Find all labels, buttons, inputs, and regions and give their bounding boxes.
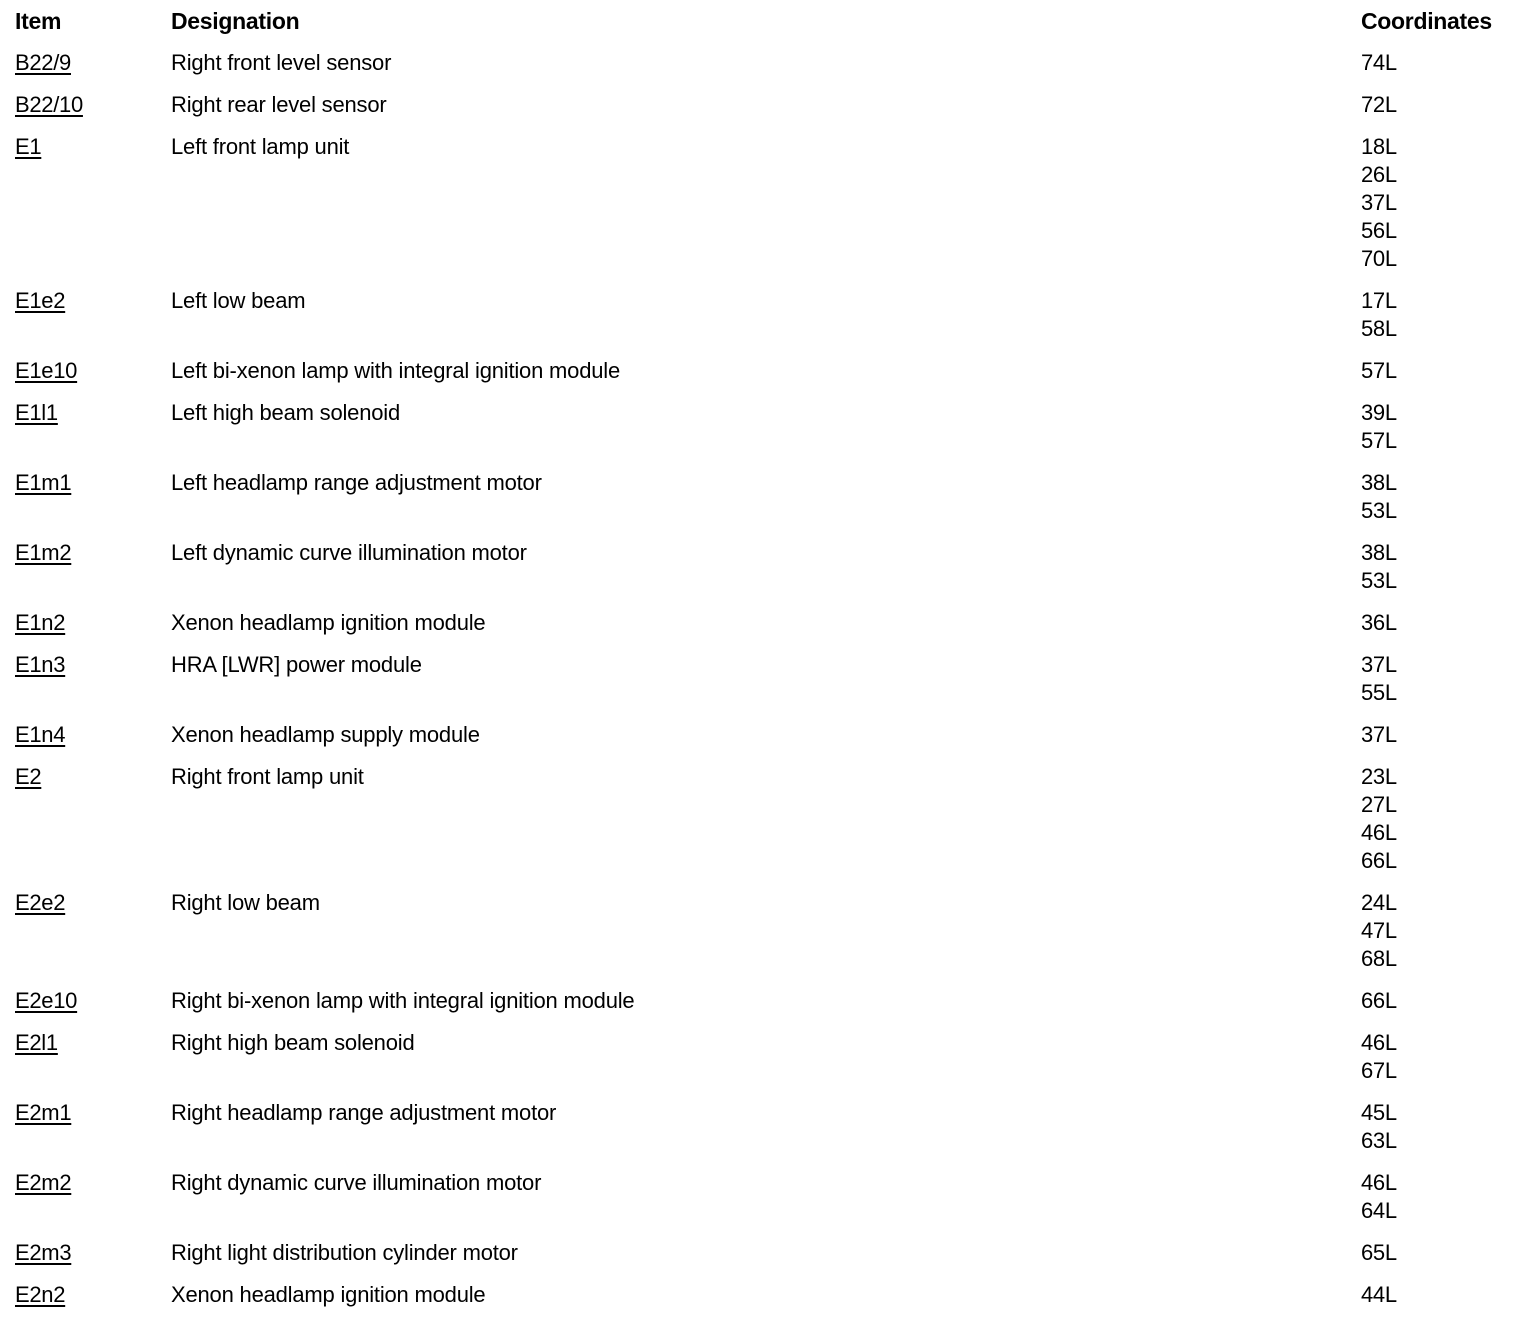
item-link[interactable]: E2n2 <box>15 1282 66 1307</box>
table-row <box>0 287 1536 357</box>
coordinate-value: 57L <box>1361 358 1397 383</box>
coordinate-value: 38L <box>1361 540 1397 565</box>
item-link[interactable]: E1e2 <box>15 288 66 313</box>
coordinates-list <box>1361 889 1511 973</box>
table-row <box>0 1281 1536 1323</box>
coordinates-list <box>1361 399 1511 455</box>
coordinates-list <box>1361 1169 1511 1225</box>
coordinate-value: 70L <box>1361 246 1397 271</box>
designation-text: Left bi-xenon lamp with integral ignition module <box>171 358 620 383</box>
designation-text: Right front level sensor <box>171 50 392 75</box>
designation-text: Left headlamp range adjustment motor <box>171 470 542 495</box>
coordinate-value: 46L <box>1361 820 1397 845</box>
designation-text: Right high beam solenoid <box>171 1030 415 1055</box>
designation-text: Left low beam <box>171 288 306 313</box>
coordinate-value: 65L <box>1361 1240 1397 1265</box>
designation-text: Right headlamp range adjustment motor <box>171 1100 557 1125</box>
designation-text: Right low beam <box>171 890 320 915</box>
coordinate-value: 45L <box>1361 1100 1397 1125</box>
item-link[interactable]: E1n4 <box>15 722 66 747</box>
item-link[interactable]: E1e10 <box>15 358 78 383</box>
table-row <box>0 987 1536 1029</box>
item-link[interactable]: B22/9 <box>15 50 71 75</box>
item-link[interactable]: E1m2 <box>15 540 72 565</box>
coordinate-value: 27L <box>1361 792 1397 817</box>
coordinate-value: 74L <box>1361 50 1397 75</box>
item-link[interactable]: B22/10 <box>15 92 83 117</box>
coordinate-value: 44L <box>1361 1282 1397 1307</box>
designation-text: Right dynamic curve illumination motor <box>171 1170 542 1195</box>
designation-text: Right light distribution cylinder motor <box>171 1240 518 1265</box>
designation-text: Right front lamp unit <box>171 764 364 789</box>
coordinates-list <box>1361 651 1511 707</box>
coordinates-list <box>1361 763 1511 875</box>
item-link[interactable]: E2m3 <box>15 1240 72 1265</box>
coordinate-value: 37L <box>1361 190 1397 215</box>
table-row <box>0 763 1536 889</box>
designation-text: Right rear level sensor <box>171 92 387 117</box>
item-link[interactable]: E2 <box>15 764 42 789</box>
coordinate-value: 58L <box>1361 316 1397 341</box>
coordinates-list <box>1361 609 1511 637</box>
coordinates-list <box>1361 469 1511 525</box>
coordinate-value: 36L <box>1361 610 1397 635</box>
table-row <box>0 1029 1536 1099</box>
designation-text: Left high beam solenoid <box>171 400 401 425</box>
coordinate-value: 18L <box>1361 134 1397 159</box>
designation-text: Xenon headlamp ignition module <box>171 1282 486 1307</box>
coordinate-value: 63L <box>1361 1128 1397 1153</box>
coordinates-list <box>1361 1099 1511 1155</box>
table-row <box>0 49 1536 91</box>
coordinate-value: 56L <box>1361 218 1397 243</box>
header-item: Item <box>15 8 62 34</box>
designation-text: Left front lamp unit <box>171 134 350 159</box>
coordinates-list <box>1361 133 1511 273</box>
coordinates-list <box>1361 987 1511 1015</box>
coordinate-value: 55L <box>1361 680 1397 705</box>
coordinate-value: 24L <box>1361 890 1397 915</box>
coordinates-list <box>1361 357 1511 385</box>
table-row <box>0 357 1536 399</box>
coordinate-value: 53L <box>1361 498 1397 523</box>
table-row <box>0 651 1536 721</box>
coordinate-value: 17L <box>1361 288 1397 313</box>
coordinate-value: 68L <box>1361 946 1397 971</box>
designation-text: Left dynamic curve illumination motor <box>171 540 527 565</box>
table-row <box>0 889 1536 987</box>
item-link[interactable]: E2l1 <box>15 1030 58 1055</box>
table-row <box>0 469 1536 539</box>
coordinates-list <box>1361 49 1511 77</box>
coordinate-value: 23L <box>1361 764 1397 789</box>
table-row <box>0 539 1536 609</box>
item-link[interactable]: E2m1 <box>15 1100 72 1125</box>
coordinates-list <box>1361 1029 1511 1085</box>
item-link[interactable]: E1n3 <box>15 652 66 677</box>
coordinate-value: 72L <box>1361 92 1397 117</box>
coordinates-list <box>1361 721 1511 749</box>
table-row <box>0 91 1536 133</box>
designation-text: Xenon headlamp supply module <box>171 722 480 747</box>
coordinate-value: 38L <box>1361 470 1397 495</box>
coordinate-value: 67L <box>1361 1058 1397 1083</box>
table-row <box>0 133 1536 287</box>
coordinate-value: 39L <box>1361 400 1397 425</box>
table-row <box>0 721 1536 763</box>
item-link[interactable]: E1n2 <box>15 610 66 635</box>
coordinate-value: 53L <box>1361 568 1397 593</box>
coordinate-value: 64L <box>1361 1198 1397 1223</box>
coordinate-value: 47L <box>1361 918 1397 943</box>
component-table <box>0 49 1536 1323</box>
table-header <box>0 6 1536 38</box>
designation-text: Xenon headlamp ignition module <box>171 610 486 635</box>
table-row <box>0 609 1536 651</box>
coordinate-value: 46L <box>1361 1170 1397 1195</box>
item-link[interactable]: E1l1 <box>15 400 58 425</box>
coordinate-value: 37L <box>1361 652 1397 677</box>
item-link[interactable]: E1m1 <box>15 470 72 495</box>
table-row <box>0 399 1536 469</box>
coordinates-list <box>1361 539 1511 595</box>
table-row <box>0 1239 1536 1281</box>
coordinates-list <box>1361 91 1511 119</box>
designation-text: HRA [LWR] power module <box>171 652 422 677</box>
coordinate-value: 26L <box>1361 162 1397 187</box>
coordinates-list <box>1361 287 1511 343</box>
item-link[interactable]: E2m2 <box>15 1170 72 1195</box>
coordinates-list <box>1361 1281 1511 1309</box>
coordinate-value: 66L <box>1361 988 1397 1013</box>
header-designation: Designation <box>171 8 300 34</box>
designation-text: Right bi-xenon lamp with integral ignition module <box>171 988 635 1013</box>
item-link[interactable]: E2e2 <box>15 890 66 915</box>
item-link[interactable]: E2e10 <box>15 988 78 1013</box>
coordinate-value: 46L <box>1361 1030 1397 1055</box>
coordinate-value: 37L <box>1361 722 1397 747</box>
item-link[interactable]: E1 <box>15 134 42 159</box>
coordinate-value: 66L <box>1361 848 1397 873</box>
table-row <box>0 1169 1536 1239</box>
coordinates-list <box>1361 1239 1511 1267</box>
table-row <box>0 1099 1536 1169</box>
coordinate-value: 57L <box>1361 428 1397 453</box>
header-coordinates: Coordinates <box>1361 8 1492 34</box>
